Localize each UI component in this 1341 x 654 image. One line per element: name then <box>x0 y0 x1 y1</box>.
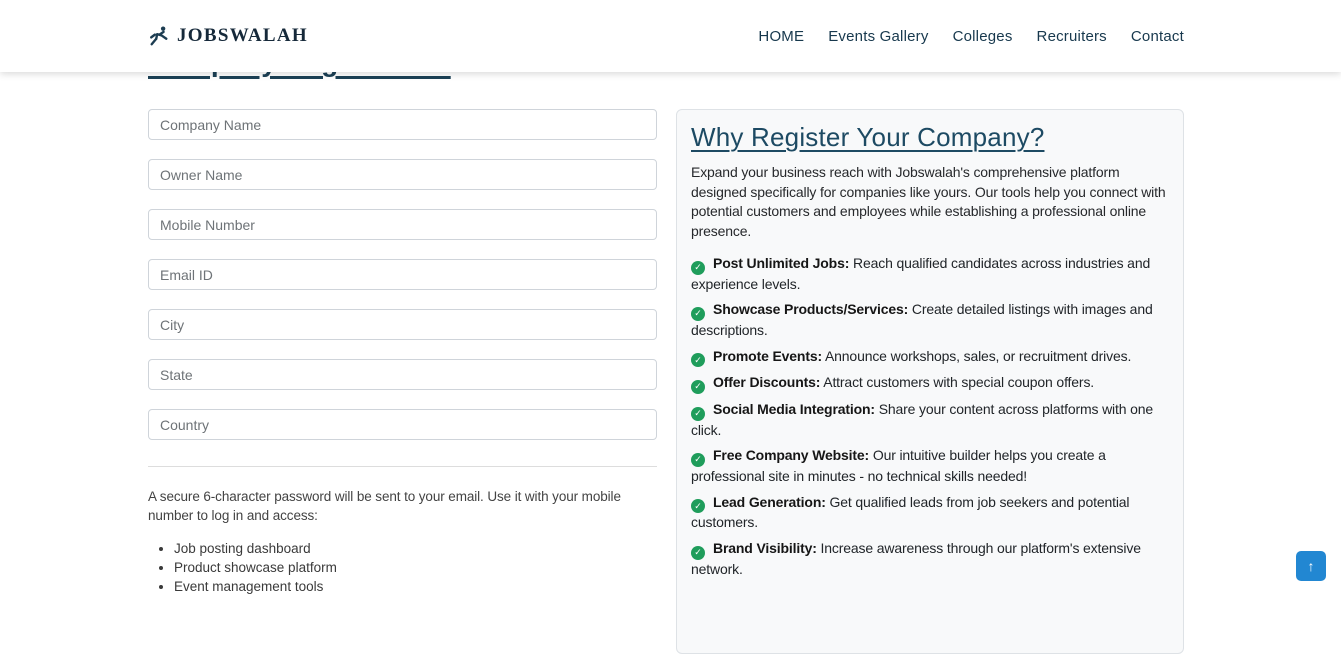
access-list-item: • Product showcase platform <box>174 558 657 577</box>
check-circle-icon: ✓ <box>691 407 705 421</box>
benefit-text: Announce workshops, sales, or recruitment drives. <box>824 347 1132 364</box>
benefit-text: Reach qualified candidates across industries and experience levels. <box>691 255 1151 292</box>
form-divider <box>148 466 657 467</box>
benefit-text: Share your content across platforms with one click. <box>691 401 1154 438</box>
nav-link-contact[interactable]: Contact <box>1130 27 1184 45</box>
password-note: A secure 6-character password will be sent to your email. Use it with your mobile number to log in and access: <box>148 489 621 523</box>
benefit-text: Our intuitive builder helps you create a professional site in minutes - no technical skills needed! <box>691 447 1106 484</box>
benefit-item <box>691 254 1169 294</box>
benefit-label: Post Unlimited Jobs: <box>713 255 850 271</box>
check-circle-icon: ✓ <box>691 353 705 367</box>
why-register-title: Why Register Your Company? <box>691 122 1045 152</box>
benefit-label: Social Media Integration: <box>713 401 875 417</box>
benefit-text: Get qualified leads from job seekers and potential customers. <box>691 493 1130 531</box>
nav-link-colleges[interactable]: Colleges <box>952 27 1013 45</box>
benefit-text: Increase awareness through our platform's extensive network. <box>691 539 1141 577</box>
nav-link-home[interactable]: HOME <box>758 27 805 45</box>
arrow-up-icon: ↑ <box>1307 558 1315 574</box>
benefit-text: Create detailed listings with images and descriptions. <box>691 301 1153 338</box>
owner-name-input[interactable] <box>148 159 657 190</box>
check-circle-icon: ✓ <box>691 261 705 275</box>
check-circle-icon: ✓ <box>691 499 705 513</box>
benefit-label: Promote Events: <box>713 347 822 364</box>
benefit-label: Lead Generation: <box>713 493 826 510</box>
benefit-item <box>691 400 1169 440</box>
benefit-item <box>691 446 1169 486</box>
benefit-item <box>691 347 1169 368</box>
nav-link-recruiters[interactable]: Recruiters <box>1036 27 1107 45</box>
access-list-item: • Job posting dashboard <box>174 539 657 558</box>
brand-logo[interactable] <box>148 25 308 47</box>
brand-name: JOBSWALAH <box>177 25 309 46</box>
check-circle-icon: ✓ <box>691 453 705 467</box>
benefit-label: Free Company Website: <box>713 447 870 464</box>
benefit-label: Offer Discounts: <box>713 374 821 391</box>
city-input[interactable] <box>148 309 657 340</box>
why-register-panel <box>676 109 1184 654</box>
jobswalah-logo-icon <box>148 25 170 47</box>
benefit-label: Brand Visibility: <box>713 539 817 556</box>
benefit-text: Attract customers with special coupon offers. <box>823 374 1095 391</box>
why-register-intro: Expand your business reach with Jobswalah's comprehensive platform designed specifically for companies like yours. Our tools help you connect with potential customers and employees while establishing a professional online presence. <box>691 164 1166 239</box>
state-input[interactable] <box>148 359 657 390</box>
access-list <box>148 539 657 596</box>
main-nav <box>758 28 1184 45</box>
benefit-item <box>691 300 1169 340</box>
company-name-input[interactable] <box>148 109 657 140</box>
scroll-top-button[interactable] <box>1296 551 1326 581</box>
nav-link-events-gallery[interactable]: Events Gallery <box>828 27 929 45</box>
check-circle-icon: ✓ <box>691 307 705 321</box>
check-circle-icon: ✓ <box>691 546 705 560</box>
top-navbar <box>0 0 1341 72</box>
benefit-item <box>691 539 1169 579</box>
check-circle-icon: ✓ <box>691 380 705 394</box>
benefit-item <box>691 493 1169 533</box>
benefit-label: Showcase Products/Services: <box>713 301 909 318</box>
mobile-number-input[interactable] <box>148 209 657 240</box>
country-input[interactable] <box>148 409 657 440</box>
email-id-input[interactable] <box>148 259 657 290</box>
access-list-item: • Event management tools <box>174 577 657 596</box>
benefit-item <box>691 373 1169 394</box>
registration-form <box>148 109 657 596</box>
